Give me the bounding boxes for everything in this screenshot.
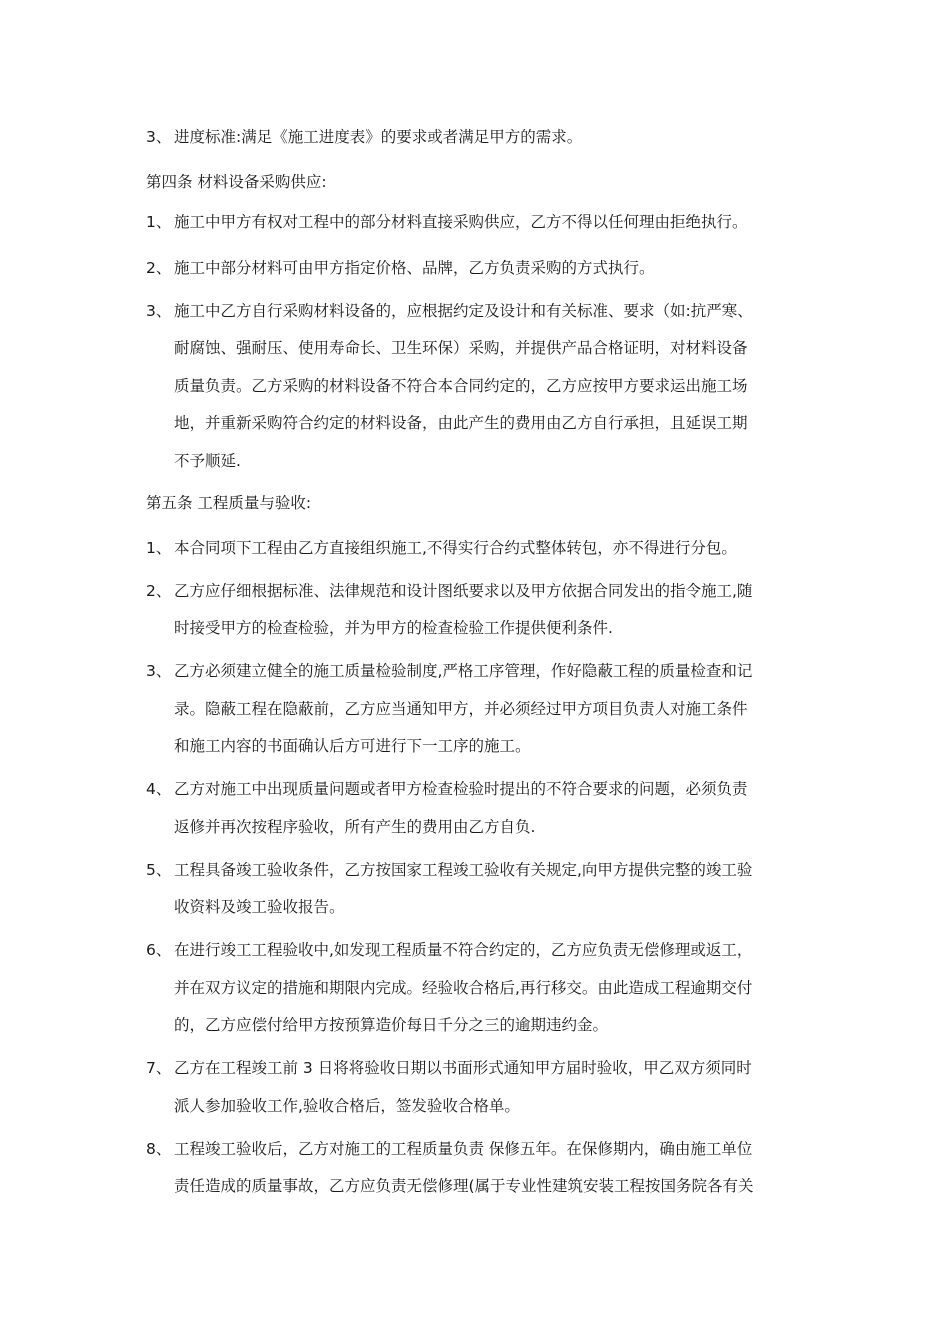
item-text-line: 施工中部分材料可由甲方指定价格、品牌，乙方负责采购的方式执行。 bbox=[174, 259, 655, 277]
item-text-line: 工程竣工验收后，乙方对施工的工程质量负责 保修五年。在保修期内，确由施工单位 bbox=[174, 1140, 753, 1158]
item-number: 8、 bbox=[146, 1140, 172, 1158]
item-number: 1、 bbox=[146, 539, 172, 557]
article-heading: 第四条 材料设备采购供应: bbox=[146, 173, 327, 191]
item-text-line: 施工中乙方自行采购材料设备的，应根据约定及设计和有关标准、要求（如:抗严寒、 bbox=[174, 302, 753, 320]
item-text-line: 派人参加验收工作,验收合格后，签发验收合格单。 bbox=[174, 1097, 520, 1115]
item-number: 5、 bbox=[146, 861, 172, 879]
item-text-line: 乙方对施工中出现质量问题或者甲方检查检验时提出的不符合要求的问题，必须负责 bbox=[174, 780, 748, 798]
item-number: 3、 bbox=[146, 302, 172, 320]
item-text-line: 录。隐蔽工程在隐蔽前，乙方应当通知甲方，并必须经过甲方项目负责人对施工条件 bbox=[174, 700, 748, 718]
item-number: 6、 bbox=[146, 941, 172, 959]
item-text-line: 施工中甲方有权对工程中的部分材料直接采购供应，乙方不得以任何理由拒绝执行。 bbox=[174, 213, 748, 231]
item-text-line: 和施工内容的书面确认后方可进行下一工序的施工。 bbox=[174, 737, 531, 755]
item-number: 4、 bbox=[146, 780, 172, 798]
item-text-line: 工程具备竣工验收条件，乙方按国家工程竣工验收有关规定,向甲方提供完整的竣工验 bbox=[174, 861, 753, 879]
item-text-line: 收资料及竣工验收报告。 bbox=[174, 898, 345, 916]
item-text-line: 本合同项下工程由乙方直接组织施工,不得实行合约式整体转包，亦不得进行分包。 bbox=[174, 539, 737, 557]
item-number: 3、 bbox=[146, 128, 172, 146]
article-heading: 第五条 工程质量与验收: bbox=[146, 494, 312, 512]
item-number: 2、 bbox=[146, 582, 172, 600]
item-text-line: 并在双方议定的措施和期限内完成。经验收合格后,再行移交。由此造成工程逾期交付 bbox=[174, 979, 753, 997]
item-text-line: 的，乙方应偿付给甲方按预算造价每日千分之三的逾期违约金。 bbox=[174, 1016, 609, 1034]
item-number: 3、 bbox=[146, 662, 172, 680]
item-text-line: 耐腐蚀、强耐压、使用寿命长、卫生环保）采购，并提供产品合格证明，对材料设备 bbox=[174, 339, 748, 357]
item-text-line: 质量负责。乙方采购的材料设备不符合本合同约定的，乙方应按甲方要求运出施工场 bbox=[174, 377, 748, 395]
item-number: 1、 bbox=[146, 213, 172, 231]
item-text-line: 责任造成的质量事故，乙方应负责无偿修理(属于专业性建筑安装工程按国务院各有关 bbox=[174, 1177, 754, 1195]
item-text-line: 乙方应仔细根据标准、法律规范和设计图纸要求以及甲方依据合同发出的指令施工,随 bbox=[174, 582, 753, 600]
item-number: 2、 bbox=[146, 259, 172, 277]
item-text-line: 返修并再次按程序验收，所有产生的费用由乙方自负. bbox=[174, 818, 536, 836]
item-text-line: 地，并重新采购符合约定的材料设备，由此产生的费用由乙方自行承担，且延误工期 bbox=[174, 414, 748, 432]
item-number: 7、 bbox=[146, 1059, 172, 1077]
item-text-line: 乙方在工程竣工前 3 日将将验收日期以书面形式通知甲方届时验收，甲乙双方须同时 bbox=[174, 1059, 752, 1077]
item-text-line: 不予顺延. bbox=[174, 452, 241, 470]
item-text-line: 时接受甲方的检查检验，并为甲方的检查检验工作提供便利条件. bbox=[174, 619, 613, 637]
item-text-line: 进度标准:满足《施工进度表》的要求或者满足甲方的需求。 bbox=[174, 128, 583, 146]
item-text-line: 在进行竣工工程验收中,如发现工程质量不符合约定的，乙方应负责无偿修理或返工， bbox=[174, 941, 753, 959]
item-text-line: 乙方必须建立健全的施工质量检验制度,严格工序管理，作好隐蔽工程的质量检查和记 bbox=[174, 662, 753, 680]
